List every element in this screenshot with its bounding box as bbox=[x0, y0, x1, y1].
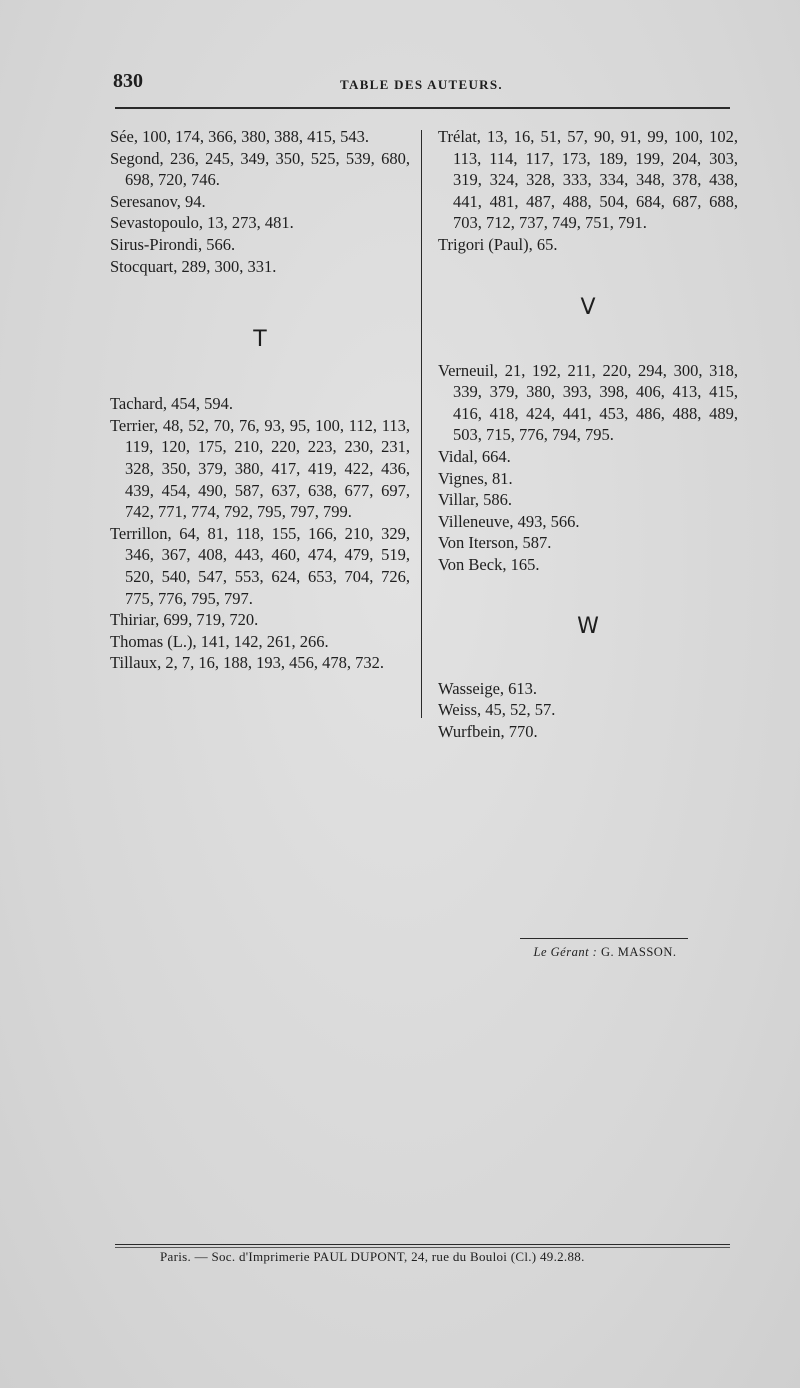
index-entry: Tachard, 454, 594. bbox=[110, 394, 234, 414]
index-entry: Weiss, 45, 52, 57. bbox=[438, 700, 556, 720]
index-entry: Sée, 100, 174, 366, 380, 388, 415, 543. bbox=[110, 127, 369, 146]
section-letter-t: T bbox=[253, 327, 267, 353]
index-entry: Terrillon, 64, 81, 118, 155, 166, 210, 329, 346, 367, 408, 443, 460, 474, 479, 519, 520, 540, 547, 553, 624, 653, 704, 726, 775, 776, 795, 797. bbox=[110, 523, 410, 608]
right-column bbox=[438, 126, 738, 742]
index-entry: Sirus-Pirondi, 566. bbox=[110, 234, 236, 254]
index-entry: Von Beck, 165. bbox=[438, 554, 540, 574]
index-entry: Vidal, 664. bbox=[438, 446, 511, 466]
index-entry: Von Iterson, 587. bbox=[438, 533, 552, 553]
manager-line bbox=[520, 945, 690, 960]
footer-rule-secondary bbox=[115, 1247, 730, 1248]
left-column bbox=[110, 126, 410, 674]
page-number: 830 bbox=[113, 70, 143, 92]
index-entry: Trélat, 13, 16, 51, 57, 90, 91, 99, 100, 102, 113, 114, 117, 173, 189, 199, 204, 303, 319, 324, 328, 333, 334, 348, 378, 438, 441, 481, 487, 488, 504, 684, 687, 688, 703, 712, 737, 749, 751, 791. bbox=[438, 127, 738, 233]
header-rule bbox=[115, 107, 730, 109]
column-divider bbox=[421, 130, 422, 718]
index-entry: Verneuil, 21, 192, 211, 220, 294, 300, 318, 339, 379, 380, 393, 398, 406, 413, 415, 416, 418, 424, 441, 453, 486, 488, 489, 503, 715, 776, 794, 795. bbox=[438, 360, 738, 445]
footer-rule bbox=[115, 1244, 730, 1245]
printer-imprint: Paris. — Soc. d'Imprimerie PAUL DUPONT, 24, rue du Bouloi (Cl.) 49.2.88. bbox=[160, 1249, 585, 1264]
index-entry: Sevastopoulo, 13, 273, 481. bbox=[110, 213, 294, 233]
index-entry: Villar, 586. bbox=[438, 490, 512, 510]
index-entry: Thomas (L.), 141, 142, 261, 266. bbox=[110, 631, 329, 651]
index-entry: Villeneuve, 493, 566. bbox=[438, 511, 580, 531]
index-entry: Trigori (Paul), 65. bbox=[438, 234, 558, 254]
index-entry: Wurfbein, 770. bbox=[438, 721, 538, 741]
manager-label: Le Gérant : bbox=[533, 945, 598, 959]
index-entry: Vignes, 81. bbox=[438, 468, 513, 488]
index-entry: Thiriar, 699, 719, 720. bbox=[110, 610, 259, 630]
running-title: TABLE DES AUTEURS. bbox=[340, 77, 503, 92]
index-entry: Segond, 236, 245, 349, 350, 525, 539, 680, 698, 720, 746. bbox=[110, 148, 410, 190]
section-letter-w: W bbox=[577, 613, 599, 639]
index-entry: Seresanov, 94. bbox=[110, 191, 206, 211]
section-letter-v: V bbox=[580, 294, 596, 320]
index-entry: Wasseige, 613. bbox=[438, 678, 538, 698]
manager-rule bbox=[520, 938, 688, 939]
index-entry: Tillaux, 2, 7, 16, 188, 193, 456, 478, 732. bbox=[110, 653, 384, 673]
index-entry: Terrier, 48, 52, 70, 76, 93, 95, 100, 112, 113, 119, 120, 175, 210, 220, 223, 230, 231, 328, 350, 379, 380, 417, 419, 422, 436, 439, 454, 490, 587, 637, 638, 677, 697, 742, 771, 774, 792, 795, 797, 799. bbox=[110, 415, 410, 522]
manager-signature-block bbox=[520, 938, 690, 960]
manager-name: G. MASSON. bbox=[600, 945, 677, 959]
index-entry: Stocquart, 289, 300, 331. bbox=[110, 256, 277, 276]
